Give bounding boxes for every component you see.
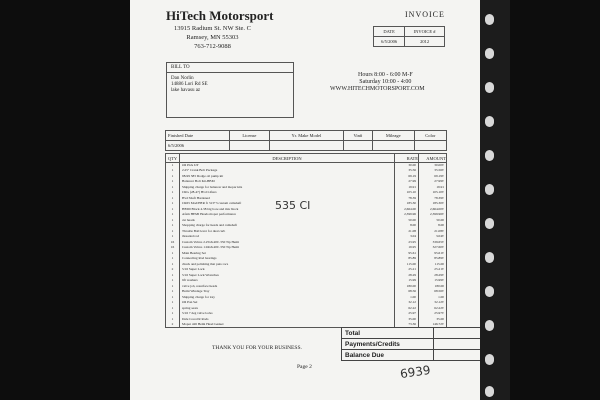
item-amount: 68.56T bbox=[419, 289, 447, 295]
item-qty: 1 bbox=[166, 278, 180, 284]
item-rate: 19.95 bbox=[395, 245, 419, 251]
item-qty: 1 bbox=[166, 284, 180, 290]
item-description: cut heads bbox=[180, 218, 395, 224]
item-amount: 115.00 bbox=[419, 262, 447, 268]
item-rate: 3.04 bbox=[395, 234, 419, 240]
finished-date: 6/5/2006 bbox=[166, 141, 230, 151]
invoice-title: INVOICE bbox=[405, 10, 445, 19]
item-qty: 2 bbox=[166, 267, 180, 273]
item-amount: 15.99T bbox=[419, 278, 447, 284]
address-line: 763-712-9088 bbox=[194, 43, 231, 50]
item-amount: 62.22T bbox=[419, 306, 447, 312]
job-header: Finished Date bbox=[166, 131, 230, 141]
item-qty: 1 bbox=[166, 212, 180, 218]
qty-header: QTY bbox=[166, 154, 180, 163]
item-qty: 1 bbox=[166, 234, 180, 240]
item-rate: 19.91 bbox=[395, 185, 419, 191]
job-value bbox=[269, 141, 343, 151]
item-amount: 21.08T bbox=[419, 229, 447, 235]
item-amount: 28.29T bbox=[419, 273, 447, 279]
item-rate: 28.29 bbox=[395, 273, 419, 279]
item-amount: 95.61T bbox=[419, 251, 447, 257]
job-header: Vin# bbox=[343, 131, 372, 141]
description-header: DESCRIPTION bbox=[180, 154, 395, 163]
item-amount: 25.97T bbox=[419, 311, 447, 317]
item-qty: 2 bbox=[166, 322, 180, 328]
item-qty: 1 bbox=[166, 179, 180, 185]
binder-hole bbox=[485, 48, 494, 59]
handwritten-note: 535 CI bbox=[275, 199, 311, 212]
item-qty: 1 bbox=[166, 196, 180, 202]
item-amount: 146.72T bbox=[419, 322, 447, 328]
item-description: Mopar 426 Hemi Head Gasket bbox=[180, 322, 395, 328]
item-description: valve job, resurface heads bbox=[180, 284, 395, 290]
item-rate: 69.19 bbox=[395, 174, 419, 180]
item-qty: 1 bbox=[166, 218, 180, 224]
job-value bbox=[229, 141, 269, 151]
item-description: Custom Valves 2.25x6.400 .350 Tip Hemi bbox=[180, 240, 395, 246]
binder-hole bbox=[485, 386, 494, 397]
item-rate: 30.00 bbox=[395, 163, 419, 169]
item-qty: 1 bbox=[166, 300, 180, 306]
job-value bbox=[372, 141, 414, 151]
business-hours bbox=[358, 72, 413, 86]
item-description: 5/16 Super Lock bbox=[180, 267, 395, 273]
item-rate: 62.22 bbox=[395, 306, 419, 312]
item-description: spring seats bbox=[180, 306, 395, 312]
item-amount: 30.00T bbox=[419, 163, 447, 169]
item-qty: 1 bbox=[166, 190, 180, 196]
invoice-number-label: INVOICE # bbox=[405, 27, 445, 37]
binder-hole bbox=[485, 150, 494, 161]
item-amount: 69.19T bbox=[419, 174, 447, 180]
item-qty: 1 bbox=[166, 251, 180, 257]
item-amount: 180.00 bbox=[419, 284, 447, 290]
job-info-table bbox=[165, 130, 447, 151]
item-amount: 327.60T bbox=[419, 245, 447, 251]
invoice-date: 6/5/2006 bbox=[374, 37, 405, 47]
item-rate: 105.10 bbox=[395, 190, 419, 196]
job-value bbox=[343, 141, 372, 151]
item-rate: 85.89 bbox=[395, 256, 419, 262]
item-rate: 32.12 bbox=[395, 300, 419, 306]
payments-value bbox=[434, 339, 481, 350]
job-header: Yr. Make Model bbox=[269, 131, 343, 141]
item-description: Dale Cored R Rods bbox=[180, 317, 395, 323]
invoice-meta-table bbox=[373, 26, 445, 47]
item-amount: 2,399.96T bbox=[419, 212, 447, 218]
invoice-number: 2012 bbox=[405, 37, 445, 47]
item-qty: 1 bbox=[166, 306, 180, 312]
binder-hole bbox=[485, 252, 494, 263]
item-amount: 1.00 bbox=[419, 295, 447, 301]
item-description: 5/16 7 deg valve locks bbox=[180, 311, 395, 317]
thank-you-note: THANK YOU FOR YOUR BUSINESS. bbox=[212, 345, 302, 351]
item-rate: 1.00 bbox=[395, 295, 419, 301]
item-rate: 78.39 bbox=[395, 196, 419, 202]
item-qty: 1 bbox=[166, 223, 180, 229]
line-items-table bbox=[165, 153, 447, 328]
item-amount: 8.00 bbox=[419, 223, 447, 229]
totals-table bbox=[341, 327, 480, 361]
item-description: CR65 Mod/HER fr 313+3 custom camshaft bbox=[180, 201, 395, 207]
item-amount: 339.65T bbox=[419, 240, 447, 246]
item-description: chuck and polishing that puts rocs bbox=[180, 262, 395, 268]
invoice-page bbox=[130, 0, 480, 400]
item-description: CRG (28-47) Hvd Lifters bbox=[180, 190, 395, 196]
item-description: Shipping charge for balancer and mopar kits bbox=[180, 185, 395, 191]
total-label: Total bbox=[342, 328, 434, 339]
item-rate: 73.36 bbox=[395, 322, 419, 328]
item-qty: 1 bbox=[166, 229, 180, 235]
item-description: HEMI Block 4.38 big bore and mis block bbox=[180, 207, 395, 213]
item-rate: 21.08 bbox=[395, 229, 419, 235]
total-value bbox=[434, 328, 481, 339]
item-rate: 35.00 bbox=[395, 317, 419, 323]
item-amount: 2,664.00T bbox=[419, 207, 447, 213]
item-qty: 1 bbox=[166, 207, 180, 213]
payments-label: Payments/Credits bbox=[342, 339, 434, 350]
item-qty: 1 bbox=[166, 163, 180, 169]
item-amount: 35.56T bbox=[419, 168, 447, 174]
item-description: Shipping charge for tray bbox=[180, 295, 395, 301]
item-qty: 1 bbox=[166, 311, 180, 317]
item-description: threaded rod bbox=[180, 234, 395, 240]
item-amount: 3.04T bbox=[419, 234, 447, 240]
item-rate: 27.99 bbox=[395, 179, 419, 185]
amount-header: AMOUNT bbox=[419, 154, 447, 163]
item-description: Custom Valves 1.94x6.400 .350 Tip Hemi bbox=[180, 245, 395, 251]
item-description: Connecting Rod bearings bbox=[180, 256, 395, 262]
item-rate: 15.99 bbox=[395, 278, 419, 284]
item-rate: 25.21 bbox=[395, 267, 419, 273]
binder-hole bbox=[485, 14, 494, 25]
bill-to-line: 14886 Lori Rd SE bbox=[171, 82, 208, 87]
job-header: License bbox=[229, 131, 269, 141]
item-description: Balancer Bolt Kit-BBM bbox=[180, 179, 395, 185]
item-rate: 68.56 bbox=[395, 289, 419, 295]
item-description: Main Bearing Set bbox=[180, 251, 395, 257]
binder-hole bbox=[485, 354, 494, 365]
item-amount: 105.10T bbox=[419, 190, 447, 196]
balance-value bbox=[434, 350, 481, 361]
item-rate: 8.00 bbox=[395, 223, 419, 229]
item-qty: 1 bbox=[166, 256, 180, 262]
item-description: Afam HEMI Heads mopar performance bbox=[180, 212, 395, 218]
item-description: Shopping charge for heads and camshaft bbox=[180, 223, 395, 229]
binder-hole bbox=[485, 286, 494, 297]
job-header: Mileage bbox=[372, 131, 414, 141]
item-amount: 50.00 bbox=[419, 218, 447, 224]
item-amount: 35.00 bbox=[419, 317, 447, 323]
item-qty: 1 bbox=[166, 201, 180, 207]
item-qty: 1 bbox=[166, 168, 180, 174]
bill-to-line: Dan Norlin bbox=[171, 76, 194, 81]
item-qty: 1 bbox=[166, 273, 180, 279]
job-header: Color bbox=[414, 131, 446, 141]
hours-weekday: Hours 8:00 - 6:00 M-F bbox=[358, 72, 413, 78]
bill-to-label: BILL TO bbox=[167, 63, 293, 73]
rate-header: RATE bbox=[395, 154, 419, 163]
item-description: Hemi Windage Tray bbox=[180, 289, 395, 295]
item-rate: 2,664.00 bbox=[395, 207, 419, 213]
item-qty: 16 bbox=[166, 240, 180, 246]
item-amount: 78.39T bbox=[419, 196, 447, 202]
website: WWW.HITECHMOTORSPORT.COM bbox=[330, 86, 425, 92]
bill-to-box bbox=[166, 62, 294, 118]
job-value bbox=[414, 141, 446, 151]
item-qty: 1 bbox=[166, 317, 180, 323]
bill-to-line: lake havasu az bbox=[171, 88, 201, 93]
item-qty: 1 bbox=[166, 289, 180, 295]
item-description: Oil Pick UP bbox=[180, 163, 395, 169]
hours-saturday: Saturday 10:00 - 4:00 bbox=[359, 79, 412, 85]
company-address bbox=[174, 24, 251, 51]
handwritten-sum: 6939 bbox=[399, 362, 432, 382]
item-amount: 32.12T bbox=[419, 300, 447, 306]
binder-hole bbox=[485, 184, 494, 195]
address-line: 13915 Radium St. NW Ste. C bbox=[174, 25, 251, 32]
binder-hole bbox=[485, 320, 494, 331]
item-qty: 1 bbox=[166, 262, 180, 268]
item-rate: 115.00 bbox=[395, 262, 419, 268]
item-amount: 27.99T bbox=[419, 179, 447, 185]
item-description: Throttle Ball lever for dual carb bbox=[180, 229, 395, 235]
item-amount: 19.91 bbox=[419, 185, 447, 191]
item-amount: 85.89T bbox=[419, 256, 447, 262]
item-qty: 1 bbox=[166, 174, 180, 180]
item-rate: 2,399.96 bbox=[395, 212, 419, 218]
address-line: Ramsey, MN 55303 bbox=[186, 34, 239, 41]
balance-label: Balance Due bbox=[342, 350, 434, 361]
item-rate: 35.56 bbox=[395, 168, 419, 174]
item-description: Hvd Shaft Hardened bbox=[180, 196, 395, 202]
item-qty: 16 bbox=[166, 245, 180, 251]
item-rate: 23.95 bbox=[395, 240, 419, 246]
item-description: 98-99 383 Dodge oil pump kit bbox=[180, 174, 395, 180]
item-description: lift washers bbox=[180, 278, 395, 284]
item-rate: 50.00 bbox=[395, 218, 419, 224]
item-qty: 1 bbox=[166, 295, 180, 301]
date-label: DATE bbox=[374, 27, 405, 37]
binder-hole bbox=[485, 82, 494, 93]
company-name: HiTech Motorsport bbox=[166, 8, 274, 23]
item-rate: 185.30 bbox=[395, 201, 419, 207]
item-description: Oil Pan Set bbox=[180, 300, 395, 306]
item-rate: 95.61 bbox=[395, 251, 419, 257]
binder-hole bbox=[485, 218, 494, 229]
item-description: 5/16 Super Lock Wrenches bbox=[180, 273, 395, 279]
item-rate: 25.97 bbox=[395, 311, 419, 317]
item-rate: 180.00 bbox=[395, 284, 419, 290]
item-amount: 25.21T bbox=[419, 267, 447, 273]
item-amount: 185.30T bbox=[419, 201, 447, 207]
binder-hole bbox=[485, 116, 494, 127]
page-number: Page 2 bbox=[297, 364, 312, 370]
item-description: 2.25" Crank Bolt Package bbox=[180, 168, 395, 174]
item-qty: 1 bbox=[166, 185, 180, 191]
